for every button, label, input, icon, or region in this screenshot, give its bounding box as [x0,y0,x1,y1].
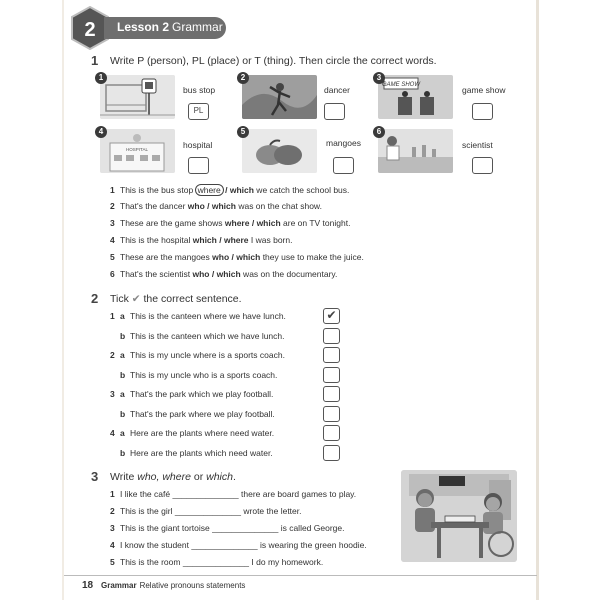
picture-label: mangoes [326,138,361,148]
page-edge-right [536,0,539,600]
picture-label: hospital [183,140,213,150]
sentence-end: there are board games to play. [241,489,357,499]
exercise-2-instruction-post: the correct sentence. [143,293,242,305]
picture-tile-dancer [242,75,317,119]
sentence-end: I was born. [248,235,293,245]
sentence-start: This is the giant tortoise [120,523,210,533]
tick-box[interactable] [323,445,340,461]
exercise-1-sentence [110,201,322,211]
svg-text:HOSPITAL: HOSPITAL [126,147,148,152]
picture-tile-hospital [100,129,175,173]
sentence-end: is called George. [280,523,345,533]
option-text: This is the canteen where we have lunch. [130,311,286,321]
ex3-instr-end: . [232,471,236,483]
option-letter: a [120,428,125,438]
exercise-1-sentence [110,269,337,279]
sentence-number: 5 [110,252,115,262]
answer-blank[interactable]: ______________ [212,523,279,533]
sentence-number: 2 [110,506,115,516]
option-letter: a [120,389,125,399]
exercise-2-sentence-b [110,409,275,419]
tick-box[interactable] [323,425,340,441]
option-text: Here are the plants where need water. [130,428,275,438]
sentence-start: That's the scientist [120,269,193,279]
exercise-2-instruction [110,293,242,305]
exercise-2-sentence-b [110,331,285,341]
exercise-3-sentence [110,489,356,499]
sentence-start: I like the café [120,489,171,499]
exercise-3-instruction [110,471,236,483]
option-letter: a [120,311,125,321]
sentence-number: 2 [110,201,115,211]
sentence-start: This is the bus stop [120,185,196,195]
option-text: Here are the plants which need water. [130,448,273,458]
exercise-3-sentence [110,557,323,567]
picture-label: game show [462,85,506,95]
option-2[interactable]: which [211,201,236,211]
pair-number: 3 [110,389,115,399]
option-1[interactable]: who [187,201,205,211]
option-letter: b [120,448,126,458]
sentence-start: This is the hospital [120,235,193,245]
footer-caption [101,581,245,590]
bus-stop-icon [100,75,175,119]
option-text: This is my uncle where is a sports coach. [130,350,285,360]
exercise-2-number: 2 [91,291,99,306]
option-separator: / [249,218,257,228]
sentence-number: 1 [110,489,115,499]
tick-box[interactable] [323,347,340,363]
option-2[interactable]: where [223,235,249,245]
exercise-2-sentence-b [110,448,273,458]
lesson-number: 2 [84,19,96,41]
sentence-start: This is the room [120,557,181,567]
tick-box[interactable] [323,386,340,402]
picture-tile-mangoes [242,129,317,173]
answer-blank[interactable]: ______________ [182,557,250,567]
sentence-start: That's the dancer [120,201,188,211]
sentence-start: These are the mangoes [120,252,213,262]
tick-icon: ✔ [131,293,141,305]
sentence-end: is wearing the green hoodie. [259,540,367,550]
hospital-icon [100,129,175,173]
sentence-end: was on the documentary. [240,269,338,279]
option-1[interactable]: who [192,269,210,279]
footer-divider [64,575,537,576]
option-text: This is my uncle who is a sports coach. [130,370,278,380]
dancer-icon [242,75,317,119]
tick-box[interactable] [323,328,340,344]
exercise-1-sentence [110,235,292,245]
option-text: This is the canteen which we have lunch. [130,331,285,341]
option-2[interactable]: which [236,252,261,262]
option-2[interactable]: which [216,269,241,279]
answer-blank[interactable]: ______________ [174,506,241,516]
sentence-end: I do my homework. [251,557,324,567]
exercise-2-sentence-a [110,350,285,360]
picture-number: 5 [237,126,249,138]
option-separator: / [229,252,237,262]
sentence-start: I know the student [120,540,189,550]
answer-box[interactable]: PL [188,103,209,120]
exercise-1-number: 1 [91,53,99,68]
picture-tile-game-show [378,75,453,119]
option-1[interactable]: where [224,218,250,228]
option-text: That's the park which we play football. [130,389,274,399]
ex3-instr-words: who, where [137,471,191,483]
exercise-1-sentence [110,184,349,196]
exercise-3-sentence [110,523,345,533]
picture-label: dancer [324,85,350,95]
svg-text:GAME SHOW: GAME SHOW [381,82,421,88]
pair-number: 1 [110,311,115,321]
sentence-start: This is the girl [120,506,173,516]
option-letter: b [120,331,126,341]
picture-number: 2 [237,72,249,84]
sentence-number: 3 [110,523,115,533]
option-separator: / [216,235,224,245]
sentence-number: 1 [110,185,115,195]
option-1[interactable]: where [195,184,224,196]
sentence-number: 5 [110,557,115,567]
tick-box[interactable] [323,406,340,422]
footer-topic: Relative pronouns statements [139,581,246,590]
exercise-2-sentence-a [110,389,273,399]
option-1[interactable]: who [212,252,230,262]
option-separator: / [204,201,212,211]
exercise-2-sentence-a [110,428,274,438]
answer-box[interactable] [472,157,493,174]
exercise-3-number: 3 [91,469,99,484]
picture-number: 1 [95,72,107,84]
option-1[interactable]: which [192,235,217,245]
exercise-3-sentence [110,540,367,550]
lesson-label: Lesson 2 [117,20,170,34]
exercise-2-instruction-pre: Tick [110,293,129,305]
option-letter: a [120,350,125,360]
mangoes-icon [242,129,317,173]
picture-label: bus stop [183,85,216,95]
option-letter: b [120,409,126,419]
exercise-1-sentence [110,252,364,262]
exercise-2-sentence-b [110,370,277,380]
tick-box-checked[interactable]: ✔ [323,308,340,324]
pair-number: 2 [110,350,115,360]
picture-tile-scientist [378,129,453,173]
lesson-topic: Grammar [172,20,223,34]
sentence-end: they use to make the juice. [260,252,364,262]
exercise-1-instruction: Write P (person), PL (place) or T (thing). Then circle the correct words. [110,55,437,67]
sentence-number: 4 [110,235,115,245]
sentence-number: 4 [110,540,115,550]
picture-label: scientist [462,140,493,150]
exercise-2-sentence-a [110,311,286,321]
chess-players-illustration [401,470,517,562]
sentence-end: are on TV tonight. [280,218,351,228]
pair-number: 4 [110,428,115,438]
answer-box[interactable] [472,103,493,120]
game-show-icon [378,75,453,119]
ex3-instr-pre: Write [110,471,138,483]
footer-section: Grammar [101,581,137,590]
lesson-title [117,20,223,34]
option-letter: b [120,370,126,380]
answer-blank[interactable]: ______________ [172,489,239,499]
sentence-start: These are the game shows [120,218,225,228]
option-2[interactable]: which [229,185,254,195]
picture-number: 4 [95,126,107,138]
scientist-icon [378,129,453,173]
ex3-instr-mid: or [190,471,207,483]
option-separator: / [222,185,230,195]
option-2[interactable]: which [256,218,281,228]
sentence-end: wrote the letter. [243,506,302,516]
tick-box[interactable] [323,367,340,383]
answer-box[interactable] [188,157,209,174]
exercise-1-sentence [110,218,350,228]
option-separator: / [209,269,217,279]
picture-tile-bus-stop [100,75,175,119]
option-text: That's the park where we play football. [130,409,275,419]
sentence-end: was on the chat show. [235,201,322,211]
sentence-end: we catch the school bus. [253,185,350,195]
answer-blank[interactable]: ______________ [191,540,258,550]
picture-number: 6 [373,126,385,138]
answer-box[interactable] [333,157,354,174]
ex3-instr-last: which [206,471,233,483]
page-number: 18 [82,580,94,591]
sentence-number: 3 [110,218,115,228]
exercise-3-sentence [110,506,302,516]
sentence-number: 6 [110,269,115,279]
picture-number: 3 [373,72,385,84]
answer-box[interactable] [324,103,345,120]
